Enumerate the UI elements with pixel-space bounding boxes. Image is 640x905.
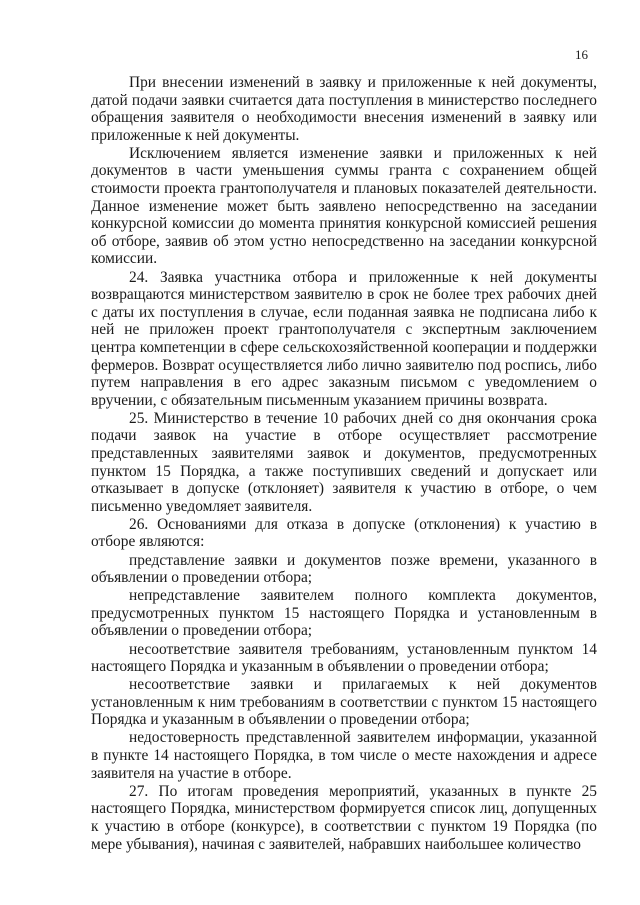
page-number: 16 bbox=[575, 47, 588, 62]
list-item: представление заявки и документов позже времени, указанного в объявлении о проведении отбора; bbox=[91, 551, 597, 587]
paragraph-25: 25. Министерство в течение 10 рабочих дней со дня окончания срока подачи заявок на участие в отборе осуществляет рассмотрение представленных заявителями заявок и документов, предусмотренных пунктом 15 Порядка, а также поступивших сведений и допускает или отказывает в допуске (отклоняет) заявителя к участию в отборе, о чем письменно уведомляет заявителя. bbox=[91, 409, 597, 515]
list-item: несоответствие заявителя требованиям, установленным пунктом 14 настоящего Порядка и указанным в объявлении о проведении отбора; bbox=[91, 640, 597, 676]
paragraph-27: 27. По итогам проведения мероприятий, указанных в пункте 25 настоящего Порядка, министерством формируется список лиц, допущенных к участию в отборе (конкурсе), в соответствии с пунктом 19 Порядка (по мере убывания), начиная с заявителей, набравших наибольшее количество bbox=[91, 782, 597, 853]
paragraph-exception: Исключением является изменение заявки и приложенных к ней документов в части уменьшения суммы гранта с сохранением общей стоимости проекта грантополучателя и плановых показателей деятельности. Данное изменение может быть заявлено непосредственно на заседании конкурсной комиссии до момента принятия конкурсной комиссией решения об отборе, заявив об этом устно непосредственно на заседании конкурсной комиссии. bbox=[91, 144, 597, 268]
document-body bbox=[91, 74, 597, 853]
paragraph-changes-submission: При внесении изменений в заявку и приложенные к ней документы, датой подачи заявки считается дата поступления в министерство последнего обращения заявителя о необходимости внесения изменений в заявку или приложенные к ней документы. bbox=[91, 74, 597, 144]
list-item: несоответствие заявки и прилагаемых к ней документов установленным к ним требованиям в соответствии с пунктом 15 настоящего Порядка и указанным в объявлении о проведении отбора; bbox=[91, 676, 597, 729]
paragraph-26: 26. Основаниями для отказа в допуске (отклонения) к участию в отборе являются: bbox=[91, 515, 597, 551]
paragraph-24: 24. Заявка участника отбора и приложенные к ней документы возвращаются министерством заявителю в срок не более трех рабочих дней с даты их поступления в случае, если поданная заявка не подписана либо к ней не приложен проект грантополучателя с экспертным заключением центра компетенции в сфере сельскохозяйственной кооперации и поддержки фермеров. Возврат осуществляется либо лично заявителю под роспись, либо путем направления в его адрес заказным письмом с уведомлением о вручении, с обязательным письменным указанием причины возврата. bbox=[91, 268, 597, 409]
list-item: недостоверность представленной заявителем информации, указанной в пункте 14 настоящего Порядка, в том числе о месте нахождения и адресе заявителя на участие в отборе. bbox=[91, 729, 597, 782]
list-item: непредставление заявителем полного комплекта документов, предусмотренных пунктом 15 настоящего Порядка и установленным в объявлении о проведении отбора; bbox=[91, 587, 597, 640]
